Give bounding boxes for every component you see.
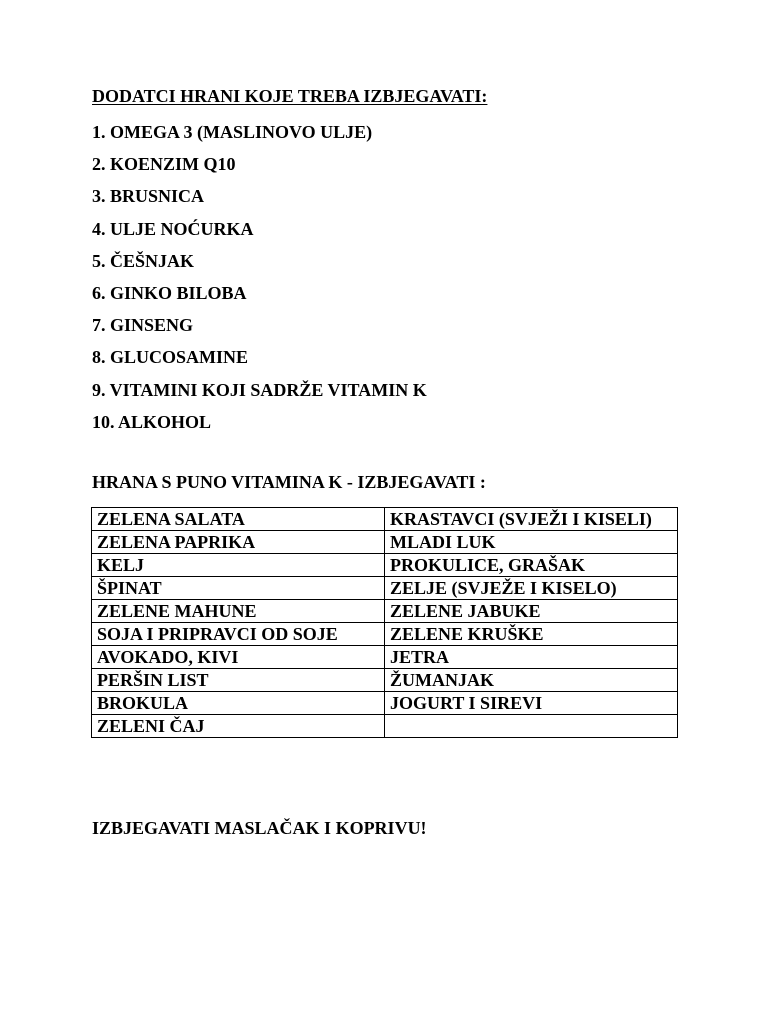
list-item: 8. GLUCOSAMINE bbox=[92, 347, 249, 368]
list-item: 5. ČEŠNJAK bbox=[92, 250, 195, 271]
table-cell: PERŠIN LIST bbox=[92, 669, 385, 692]
table-row bbox=[92, 669, 678, 692]
table-cell: ZELENA SALATA bbox=[92, 508, 385, 531]
table-cell: ZELENE JABUKE bbox=[385, 600, 678, 623]
table-cell: JOGURT I SIREVI bbox=[385, 692, 678, 715]
table-cell: KRASTAVCI (SVJEŽI I KISELI) bbox=[385, 508, 678, 531]
table-row bbox=[92, 577, 678, 600]
table-cell: ZELENE MAHUNE bbox=[92, 600, 385, 623]
table-row bbox=[92, 623, 678, 646]
list-item: 2. KOENZIM Q10 bbox=[92, 154, 236, 175]
table-row bbox=[92, 600, 678, 623]
list-item: 10. ALKOHOL bbox=[92, 411, 212, 432]
table-cell: ŠPINAT bbox=[92, 577, 385, 600]
table-row bbox=[92, 554, 678, 577]
table-cell: ZELENI ČAJ bbox=[92, 715, 385, 738]
supplements-list bbox=[92, 118, 427, 440]
vitamin-k-table bbox=[91, 507, 678, 738]
table-cell: AVOKADO, KIVI bbox=[92, 646, 385, 669]
list-item: 4. ULJE NOĆURKA bbox=[92, 218, 254, 239]
list-item: 6. GINKO BILOBA bbox=[92, 282, 247, 303]
list-item: 3. BRUSNICA bbox=[92, 186, 205, 207]
table-row bbox=[92, 715, 678, 738]
table-cell: BROKULA bbox=[92, 692, 385, 715]
table-cell: PROKULICE, GRAŠAK bbox=[385, 554, 678, 577]
list-item: 7. GINSENG bbox=[92, 315, 194, 336]
table-row bbox=[92, 531, 678, 554]
table-cell: KELJ bbox=[92, 554, 385, 577]
table-cell: ZELJE (SVJEŽE I KISELO) bbox=[385, 577, 678, 600]
table-cell: MLADI LUK bbox=[385, 531, 678, 554]
table-cell: ZELENE KRUŠKE bbox=[385, 623, 678, 646]
vitamin-k-heading: HRANA S PUNO VITAMINA K - IZBJEGAVATI : bbox=[92, 472, 486, 492]
table-cell: ŽUMANJAK bbox=[385, 669, 678, 692]
list-item: 1. OMEGA 3 (MASLINOVO ULJE) bbox=[92, 122, 373, 142]
table-row bbox=[92, 508, 678, 531]
supplements-heading: DODATCI HRANI KOJE TREBA IZBJEGAVATI: bbox=[92, 86, 488, 106]
list-item: 9. VITAMINI KOJI SADRŽE VITAMIN K bbox=[92, 379, 427, 400]
table-cell: ZELENA PAPRIKA bbox=[92, 531, 385, 554]
footer-note: IZBJEGAVATI MASLAČAK I KOPRIVU! bbox=[92, 818, 427, 838]
table-cell: JETRA bbox=[385, 646, 678, 669]
table-row bbox=[92, 646, 678, 669]
table-cell bbox=[385, 715, 678, 738]
table-cell: SOJA I PRIPRAVCI OD SOJE bbox=[92, 623, 385, 646]
table-row bbox=[92, 692, 678, 715]
